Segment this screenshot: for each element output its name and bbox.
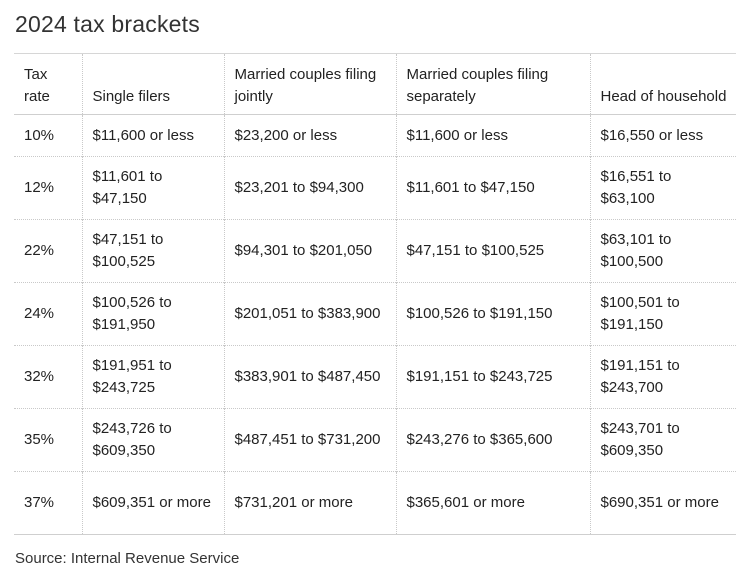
cell-married-separately: $243,276 to $365,600 bbox=[396, 409, 590, 472]
cell-tax-rate: 22% bbox=[14, 220, 82, 283]
table-row bbox=[14, 220, 736, 283]
cell-single-filers: $11,600 or less bbox=[82, 115, 224, 157]
cell-head-of-household: $63,101 to $100,500 bbox=[600, 231, 672, 270]
table-header-row bbox=[14, 54, 736, 115]
header-tax-rate: Tax rate bbox=[14, 54, 82, 115]
cell-married-separately: $191,151 to $243,725 bbox=[396, 346, 590, 409]
table-row bbox=[14, 157, 736, 220]
cell-tax-rate: 37% bbox=[14, 472, 82, 535]
source-note: Source: Internal Revenue Service bbox=[15, 550, 240, 567]
table-row bbox=[14, 283, 736, 346]
cell-head-of-household: $690,351 or more bbox=[600, 494, 719, 511]
cell-tax-rate: 32% bbox=[14, 346, 82, 409]
cell-married-jointly: $23,200 or less bbox=[224, 115, 396, 157]
cell-married-jointly: $731,201 or more bbox=[224, 472, 396, 535]
cell-single-filers: $609,351 or more bbox=[82, 472, 224, 535]
cell-married-separately: $47,151 to $100,525 bbox=[396, 220, 590, 283]
cell-married-jointly: $487,451 to $731,200 bbox=[224, 409, 396, 472]
cell-tax-rate: 12% bbox=[14, 157, 82, 220]
table-row bbox=[14, 409, 736, 472]
cell-single-filers: $47,151 to $100,525 bbox=[82, 220, 224, 283]
cell-head-of-household: $243,701 to $609,350 bbox=[600, 420, 680, 459]
cell-married-jointly: $94,301 to $201,050 bbox=[224, 220, 396, 283]
cell-single-filers: $243,726 to $609,350 bbox=[82, 409, 224, 472]
header-single-filers: Single filers bbox=[82, 54, 224, 115]
cell-head-of-household: $100,501 to $191,150 bbox=[600, 294, 680, 333]
cell-head-of-household: $16,550 or less bbox=[600, 126, 704, 144]
page-title: 2024 tax brackets bbox=[15, 11, 200, 37]
cell-tax-rate: 35% bbox=[14, 409, 82, 472]
header-head-of-household: Head of household bbox=[600, 88, 727, 105]
table-row bbox=[14, 115, 736, 157]
cell-head-of-household: $191,151 to $243,700 bbox=[600, 357, 680, 396]
cell-married-separately: $11,600 or less bbox=[396, 115, 590, 157]
cell-head-of-household: $16,551 to $63,100 bbox=[600, 168, 672, 207]
cell-married-jointly: $201,051 to $383,900 bbox=[224, 283, 396, 346]
table-row bbox=[14, 346, 736, 409]
header-married-separately: Married couples filing separately bbox=[396, 54, 590, 115]
cell-tax-rate: 10% bbox=[14, 115, 82, 157]
cell-married-jointly: $23,201 to $94,300 bbox=[224, 157, 396, 220]
cell-married-separately: $365,601 or more bbox=[396, 472, 590, 535]
cell-married-separately: $11,601 to $47,150 bbox=[396, 157, 590, 220]
cell-single-filers: $100,526 to $191,950 bbox=[82, 283, 224, 346]
cell-single-filers: $11,601 to $47,150 bbox=[82, 157, 224, 220]
cell-married-separately: $100,526 to $191,150 bbox=[396, 283, 590, 346]
table-row bbox=[14, 472, 736, 535]
cell-married-jointly: $383,901 to $487,450 bbox=[224, 346, 396, 409]
header-married-jointly: Married couples filing jointly bbox=[224, 54, 396, 115]
tax-brackets-table bbox=[14, 53, 736, 535]
cell-tax-rate: 24% bbox=[14, 283, 82, 346]
cell-single-filers: $191,951 to $243,725 bbox=[82, 346, 224, 409]
